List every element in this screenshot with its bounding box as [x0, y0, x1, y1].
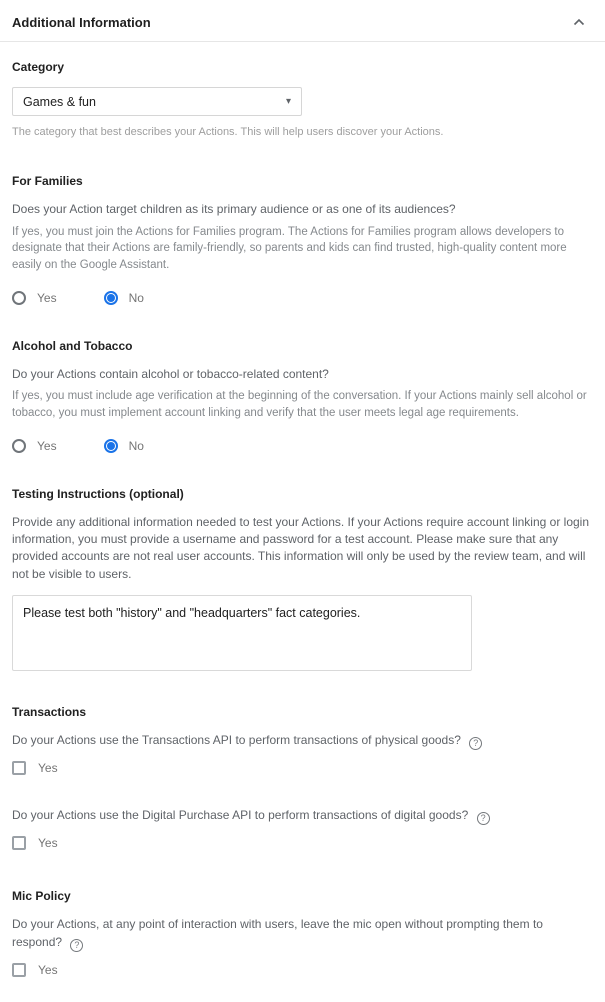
- alcohol-tobacco-question: Do your Actions contain alcohol or tobacco-related content?: [12, 366, 329, 381]
- radio-label: Yes: [37, 438, 57, 453]
- chevron-up-icon: [573, 13, 585, 31]
- radio-label: No: [128, 438, 144, 453]
- help-icon[interactable]: ?: [469, 737, 482, 750]
- category-select-value: Games & fun: [23, 94, 96, 109]
- checkbox-label: Yes: [38, 761, 58, 776]
- for-families-radio-yes[interactable]: [12, 291, 57, 305]
- category-select[interactable]: [12, 87, 302, 116]
- for-families-heading: For Families: [12, 174, 83, 189]
- help-icon[interactable]: ?: [70, 939, 83, 952]
- transactions-physical-question: [12, 732, 593, 750]
- alcohol-tobacco-helper: If yes, you must include age verification at the beginning of the conversation. If your Actions mainly sell alcohol or tobacco, you must implement account linking and verify that the user meets legal age requirements.: [12, 390, 587, 419]
- help-icon[interactable]: ?: [477, 812, 490, 825]
- transactions-heading: Transactions: [12, 705, 87, 720]
- panel-header: [0, 0, 605, 42]
- checkbox-icon: [12, 963, 26, 977]
- panel-body: [0, 42, 605, 1002]
- radio-icon: [104, 291, 118, 305]
- radio-icon: [12, 291, 26, 305]
- question-text: Do your Actions use the Transactions API to perform transactions of physical goods?: [12, 733, 461, 748]
- alcohol-tobacco-radio-group: [12, 439, 593, 453]
- collapse-button[interactable]: [571, 14, 587, 30]
- transactions-physical-check-row: [12, 761, 593, 780]
- for-families-question: Does your Action target children as its primary audience or as one of its audiences?: [12, 202, 456, 217]
- mic-policy-checkbox[interactable]: [12, 963, 58, 977]
- for-families-radio-group: [12, 291, 593, 305]
- transactions-digital-checkbox[interactable]: [12, 836, 58, 850]
- checkbox-icon: [12, 761, 26, 775]
- category-helper-text: The category that best describes your Actions. This will help users discover your Actions.: [12, 126, 444, 138]
- category-label: Category: [12, 60, 65, 74]
- radio-icon: [12, 439, 26, 453]
- mic-policy-heading: Mic Policy: [12, 889, 71, 904]
- alcohol-tobacco-radio-yes[interactable]: [12, 439, 57, 453]
- radio-label: No: [128, 290, 144, 305]
- for-families-helper: If yes, you must join the Actions for Families program. The Actions for Families program allows developers to designate that their Actions are family-friendly, so parents and kids can find trusted, high-quality content more easily on the Google Assistant.: [12, 225, 567, 272]
- transactions-digital-question: [12, 807, 593, 825]
- mic-policy-check-row: [12, 963, 593, 982]
- testing-instructions-heading: Testing Instructions (optional): [12, 486, 184, 501]
- testing-instructions-textarea[interactable]: [12, 595, 472, 671]
- for-families-radio-no[interactable]: [104, 291, 144, 305]
- checkbox-label: Yes: [38, 962, 58, 977]
- radio-icon: [104, 439, 118, 453]
- testing-instructions-description: Provide any additional information needed to test your Actions. If your Actions require account linking or login information, you must provide a username and password for a test account. Please make sure that any provided accounts are not real user accounts. This information will only be used by the review team, and will not be visible to users.: [12, 514, 590, 581]
- question-text: Do your Actions, at any point of interaction with users, leave the mic open without prompting them to respond?: [12, 917, 543, 949]
- question-text: Do your Actions use the Digital Purchase API to perform transactions of digital goods?: [12, 808, 469, 823]
- mic-policy-question: [12, 916, 593, 951]
- panel-title: Additional Information: [12, 14, 151, 30]
- radio-label: Yes: [37, 290, 57, 305]
- alcohol-tobacco-radio-no[interactable]: [104, 439, 144, 453]
- dropdown-arrow-icon: ▾: [285, 95, 291, 107]
- alcohol-tobacco-heading: Alcohol and Tobacco: [12, 338, 133, 353]
- transactions-physical-checkbox[interactable]: [12, 761, 58, 775]
- checkbox-label: Yes: [38, 836, 58, 851]
- checkbox-icon: [12, 836, 26, 850]
- transactions-digital-check-row: [12, 836, 593, 855]
